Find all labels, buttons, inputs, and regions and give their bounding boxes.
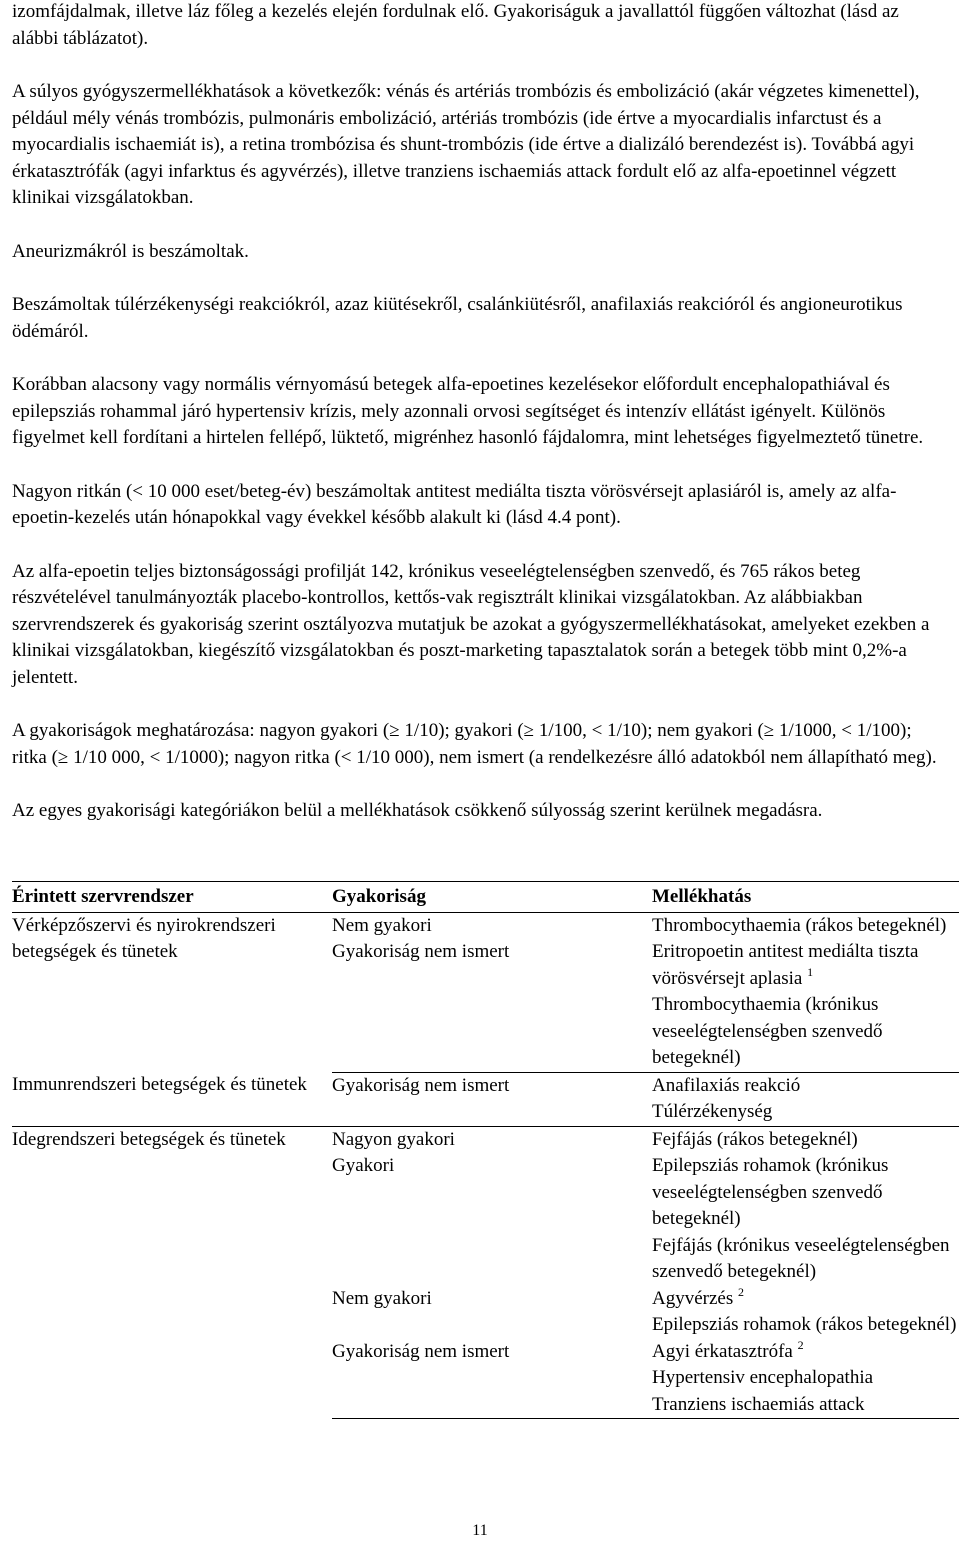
adverse-reaction-text: Hypertensiv encephalopathia [652, 1367, 874, 1388]
adverse-reaction-entry [652, 913, 959, 940]
adverse-reaction-text: Anafilaxiás reakció [652, 1074, 801, 1096]
adverse-reaction-text: Eritropoetin antitest mediálta tiszta vörösvérsejt aplasia [652, 941, 919, 989]
paragraph-serious-adverse-reactions: A súlyos gyógyszermellékhatások a következők: vénás és artériás trombózis és embolizáció (akár végzetes kimenettel), például mély vénás trombózis, pulmonáris embolizáció, artériás trombózis (ide értve a myocardialis infarctust és a myocardialis ischaemiát is), a retina trombózisa és shunt-trombózis (ide értve a dializáló berendezést is). Továbbá agyi érkatasztrófák (agyi infarktus és agyvérzés), illetve tranziens ischaemiás attack fordult elő az alfa-epoetinnel végzett klinikai vizsgálatokban. [12, 81, 920, 208]
table-row [12, 1126, 959, 1153]
adverse-reaction-entry [652, 1312, 959, 1339]
paragraph-hypertensive-crisis: Korábban alacsony vagy normális vérnyomású betegek alfa-epoetines kezelésekor előfordult encephalopathiával és epilepsziás rohammal járó hypertensiv krízis, mely azonnali orvosi segítséget és intenzív ellátást igényelt. Különös figyelmet kell fordítani a hirtelen fellépő, lüktető, migrénhez hasonló fájdalomra, mint lehetséges figyelmeztető tünetre. [12, 374, 924, 448]
frequency-cell: Gyakoriság nem ismert [332, 1072, 652, 1126]
paragraph-pure-red-cell-aplasia: Nagyon ritkán (< 10 000 eset/beteg-év) beszámoltak antitest mediálta tiszta vörösvérsejt aplasiáról is, amely az alfa-epoetin-kezelés után hónapokkal vagy évekkel később alakult ki (lásd 4.4 pont). [12, 480, 897, 528]
organ-system-cell: Immunrendszeri betegségek és tünetek [12, 1072, 332, 1126]
adverse-reaction-cell [652, 1072, 959, 1126]
frequency-cell: Nem gyakori [332, 914, 432, 936]
adverse-reaction-cell [652, 1286, 959, 1339]
header-organ-system: Érintett szervrendszer [12, 882, 332, 913]
adverse-reaction-entry [652, 1127, 959, 1154]
paragraph-intro-continuation: izomfájdalmak, illetve láz főleg a kezelés elején fordulnak elő. Gyakoriságuk a javallattól függően változhat (lásd az alábbi táblázatot). [12, 1, 899, 49]
adverse-reaction-entry [652, 992, 959, 1072]
adverse-reaction-text: Tranziens ischaemiás attack [652, 1393, 865, 1415]
frequency-cell: Gyakoriság nem ismert [332, 939, 652, 1072]
table-row [12, 1072, 959, 1126]
adverse-reaction-entry [652, 1365, 959, 1392]
adverse-reaction-cell [652, 912, 959, 939]
footnote-marker: 2 [738, 1284, 744, 1299]
adverse-reaction-entry [652, 1073, 959, 1100]
footnote-marker: 1 [807, 964, 814, 979]
adverse-reaction-text: Fejfájás (rákos betegeknél) [652, 1128, 858, 1150]
paragraph-hypersensitivity: Beszámoltak túlérzékenységi reakciókról, azaz kiütésekről, csalánkiütésről, anafilaxiás reakcióról és angioneurotikus ödémáról. [12, 294, 903, 342]
adverse-reaction-entry [652, 1339, 959, 1366]
adverse-reaction-cell [652, 939, 959, 1072]
header-adverse-reaction: Mellékhatás [652, 882, 959, 913]
page-number: 11 [472, 1522, 488, 1539]
adverse-reaction-text: Epilepsziás rohamok (rákos betegeknél) [652, 1314, 957, 1335]
adverse-reaction-cell [652, 1153, 959, 1286]
adverse-reaction-entry [652, 939, 959, 992]
paragraph-safety-profile: Az alfa-epoetin teljes biztonságossági profilját 142, krónikus veseelégtelenségben szenvedő, és 765 rákos beteg részvételével tanulmányozták placebo-kontrollos, kettős-vak regisztrált klinikai vizsgálatokban. Az alábbiakban szervrendszerek és gyakoriság szerint osztályozva mutatjuk be azokat a gyógyszermellékhatásokat, amelyeket ezekben a klinikai vizsgálatokban, kiegészítő vizsgálatokban és poszt-marketing tapasztalatok során a betegek több mint 0,2%-a jelentett. [12, 560, 930, 688]
adverse-reaction-text: Agyi érkatasztrófa [652, 1340, 793, 1362]
adverse-reaction-entry [652, 1099, 959, 1126]
adverse-reaction-entry [652, 1153, 959, 1233]
organ-system-cell: Vérképzőszervi és nyirokrendszeri betegségek és tünetek [12, 914, 276, 962]
adverse-reaction-text: Thrombocythaemia (rákos betegeknél) [652, 914, 947, 936]
frequency-cell: Gyakoriság nem ismert [332, 1339, 652, 1419]
adverse-reaction-cell [652, 1339, 959, 1419]
paragraph-aneurysms: Aneurizmákról is beszámoltak. [12, 240, 249, 262]
footnote-marker: 2 [797, 1337, 804, 1352]
table-row [12, 912, 959, 939]
adverse-reaction-cell [652, 1126, 959, 1153]
organ-system-cell: Idegrendszeri betegségek és tünetek [12, 1128, 286, 1150]
table-header-row [12, 882, 959, 913]
frequency-cell: Nem gyakori [332, 1287, 432, 1309]
adverse-reactions-table [12, 881, 959, 1419]
adverse-reaction-entry [652, 1392, 959, 1419]
adverse-reaction-text: Epilepsziás rohamok (krónikus veseelégtelenségben szenvedő betegeknél) [652, 1155, 889, 1229]
adverse-reaction-entry [652, 1233, 959, 1286]
adverse-reaction-text: Agyvérzés [652, 1287, 734, 1309]
paragraph-severity-order: Az egyes gyakorisági kategóriákon belül a mellékhatások csökkenő súlyosság szerint kerülnek megadásra. [12, 800, 823, 821]
document-body [12, 0, 948, 825]
paragraph-frequency-definitions: A gyakoriságok meghatározása: nagyon gyakori (≥ 1/10); gyakori (≥ 1/100, < 1/10); nem gyakori (≥ 1/1000, < 1/100); ritka (≥ 1/10 000, < 1/1000); nagyon ritka (< 1/10 000), nem ismert (a rendelkezésre álló adatokból nem állapítható meg). [12, 720, 937, 768]
frequency-cell: Gyakori [332, 1155, 395, 1176]
adverse-reaction-text: Túlérzékenység [652, 1101, 773, 1122]
adverse-reaction-text: Thrombocythaemia (krónikus veseelégtelenségben szenvedő betegeknél) [652, 994, 883, 1068]
adverse-reaction-text: Fejfájás (krónikus veseelégtelenségben szenvedő betegeknél) [652, 1234, 950, 1282]
frequency-cell: Nagyon gyakori [332, 1128, 455, 1150]
adverse-reactions-table-body [12, 912, 959, 1419]
header-frequency: Gyakoriság [332, 882, 652, 913]
adverse-reaction-entry [652, 1286, 959, 1313]
